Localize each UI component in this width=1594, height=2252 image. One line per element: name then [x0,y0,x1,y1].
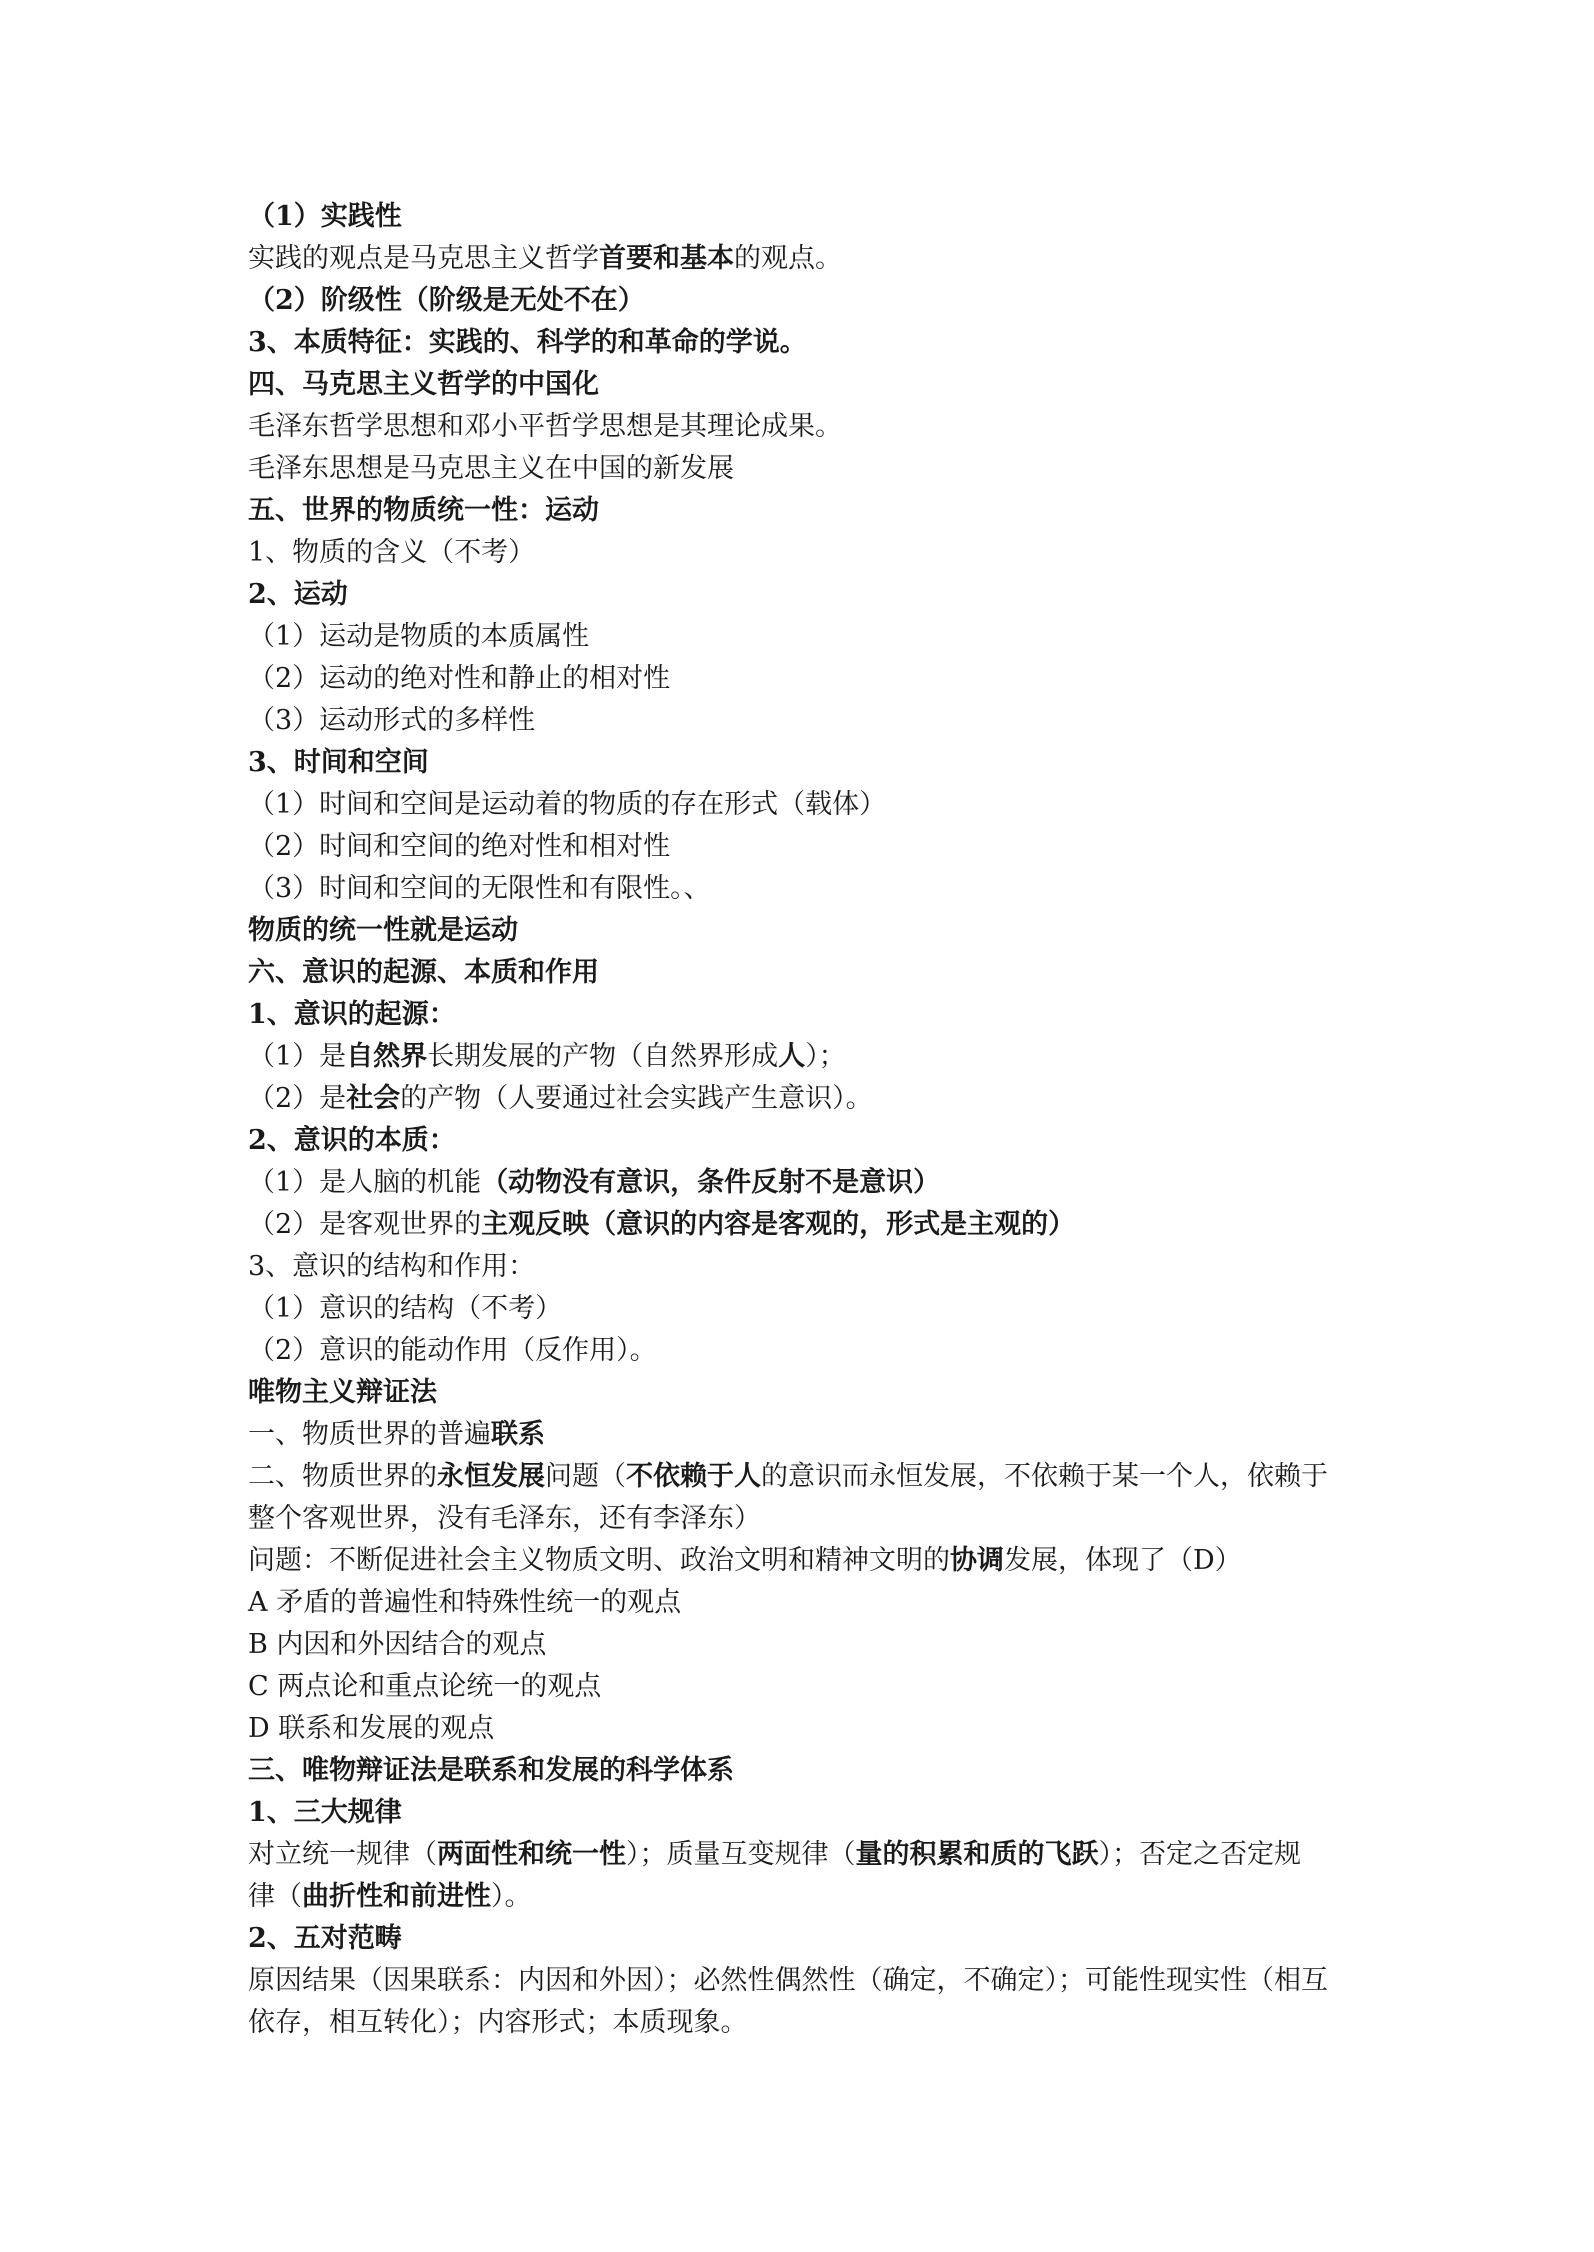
bold-text: （2）阶级性（阶级是无处不在） [248,285,645,316]
text-run: （1）是 [248,1041,347,1072]
bold-text: （动物没有意识，条件反射不是意识） [481,1167,941,1198]
bold-text: 永恒发展 [437,1461,545,1492]
document-page [248,196,1368,2044]
text-line [248,1162,1368,1204]
text-run: ）； [805,1041,846,1072]
text-line [248,1750,1368,1792]
text-line [248,1120,1368,1162]
text-line [248,1288,1368,1330]
bold-text: 首要和基本 [599,243,734,274]
text-run: A 矛盾的普遍性和特殊性统一的观点 [248,1587,682,1618]
text-line [248,616,1368,658]
text-line [248,658,1368,700]
bold-text: 联系 [491,1419,545,1450]
bold-text: 唯物主义辩证法 [248,1377,437,1408]
text-line [248,196,1368,238]
text-run: ）；质量互变规律（ [626,1839,856,1870]
text-run: B 内因和外因结合的观点 [248,1629,547,1660]
text-line [248,1624,1368,1666]
text-run: （1）时间和空间是运动着的物质的存在形式（载体） [248,789,887,820]
text-run: （3）运动形式的多样性 [248,705,536,736]
text-run: 二、物质世界的 [248,1461,437,1492]
bold-text: 2、运动 [248,579,348,610]
text-run: 的观点。 [734,243,842,274]
bold-text: 三、唯物辩证法是联系和发展的科学体系 [248,1755,734,1786]
text-run: （3）时间和空间的无限性和有限性。、 [248,873,711,904]
text-line [248,910,1368,952]
text-run: 对立统一规律（ [248,1839,437,1870]
text-run: 毛泽东哲学思想和邓小平哲学思想是其理论成果。 [248,411,842,442]
bold-text: 不依赖于人 [626,1461,761,1492]
text-run: 1、物质的含义（不考） [248,537,536,568]
bold-text: 2、五对范畴 [248,1923,402,1954]
text-line [248,784,1368,826]
text-line [248,1792,1368,1834]
text-line [248,1456,1368,1498]
bold-text: 五、世界的物质统一性：运动 [248,495,599,526]
text-line [248,2002,1368,2044]
text-run: （1）意识的结构（不考） [248,1293,563,1324]
text-line [248,1582,1368,1624]
text-run: 问题：不断促进社会主义物质文明、政治文明和精神文明的 [248,1545,950,1576]
text-line [248,1876,1368,1918]
text-line [248,1960,1368,2002]
text-run: 实践的观点是马克思主义哲学 [248,243,599,274]
text-line [248,1918,1368,1960]
text-line [248,322,1368,364]
bold-text: 曲折性和前进性 [302,1881,491,1912]
text-line [248,238,1368,280]
text-run: 3、意识的结构和作用： [248,1251,536,1282]
bold-text: 社会 [346,1083,401,1114]
text-line [248,1666,1368,1708]
text-run: 长期发展的产物（自然界形成 [427,1041,779,1072]
text-run: ）。 [491,1881,532,1912]
text-line [248,364,1368,406]
text-line [248,1372,1368,1414]
bold-text: 自然界 [346,1041,428,1072]
text-run: ）；否定之否定规 [1098,1839,1301,1870]
bold-text: 物质的统一性就是运动 [248,915,518,946]
bold-text: 人 [778,1041,806,1072]
bold-text: （1）实践性 [248,201,402,232]
text-line [248,1078,1368,1120]
text-line [248,1330,1368,1372]
text-line [248,280,1368,322]
text-run: 一、物质世界的普遍 [248,1419,491,1450]
text-line [248,1246,1368,1288]
text-run: 问题（ [545,1461,626,1492]
bold-text: 两面性和统一性 [437,1839,626,1870]
text-line [248,574,1368,616]
text-run: 依存，相互转化）；内容形式；本质现象。 [248,2007,748,2038]
text-run: 的意识而永恒发展，不依赖于某一个人，依赖于 [761,1461,1328,1492]
bold-text: 六、意识的起源、本质和作用 [248,957,599,988]
text-run: （2）是 [248,1083,347,1114]
text-line [248,826,1368,868]
bold-text: 1、意识的起源： [248,999,456,1030]
text-run: 发展，体现了（D） [1004,1545,1242,1576]
bold-text: 1、三大规律 [248,1797,402,1828]
text-run: （2）意识的能动作用（反作用）。 [248,1335,657,1366]
text-run: 的产物（人要通过社会实践产生意识）。 [400,1083,873,1114]
text-line [248,406,1368,448]
text-run: （2）是客观世界的 [248,1209,482,1240]
text-run: （2）运动的绝对性和静止的相对性 [248,663,671,694]
text-run: （1）运动是物质的本质属性 [248,621,590,652]
text-line [248,448,1368,490]
text-run: 原因结果（因果联系：内因和外因）；必然性偶然性（确定，不确定）；可能性现实性（相互 [248,1965,1328,1996]
text-run: 律（ [248,1881,302,1912]
text-run: 毛泽东思想是马克思主义在中国的新发展 [248,453,734,484]
text-line [248,490,1368,532]
text-line [248,700,1368,742]
text-line [248,1204,1368,1246]
text-line [248,868,1368,910]
text-line [248,1498,1368,1540]
bold-text: 主观反映（意识的内容是客观的，形式是主观的） [481,1209,1076,1240]
text-line [248,1414,1368,1456]
text-line [248,994,1368,1036]
text-line [248,1834,1368,1876]
text-run: D 联系和发展的观点 [248,1713,495,1744]
text-run: 整个客观世界，没有毛泽东，还有李泽东） [248,1503,761,1534]
text-run: C 两点论和重点论统一的观点 [248,1671,602,1702]
bold-text: 协调 [950,1545,1004,1576]
text-line [248,532,1368,574]
text-line [248,1540,1368,1582]
bold-text: 量的积累和质的飞跃 [855,1839,1099,1870]
text-run: （2）时间和空间的绝对性和相对性 [248,831,671,862]
text-line [248,1036,1368,1078]
bold-text: 3、本质特征：实践的、科学的和革命的学说。 [248,327,807,358]
text-line [248,1708,1368,1750]
bold-text: 2、意识的本质： [248,1125,456,1156]
bold-text: 3、时间和空间 [248,747,429,778]
bold-text: 四、马克思主义哲学的中国化 [248,369,599,400]
text-line [248,742,1368,784]
text-line [248,952,1368,994]
text-run: （1）是人脑的机能 [248,1167,482,1198]
